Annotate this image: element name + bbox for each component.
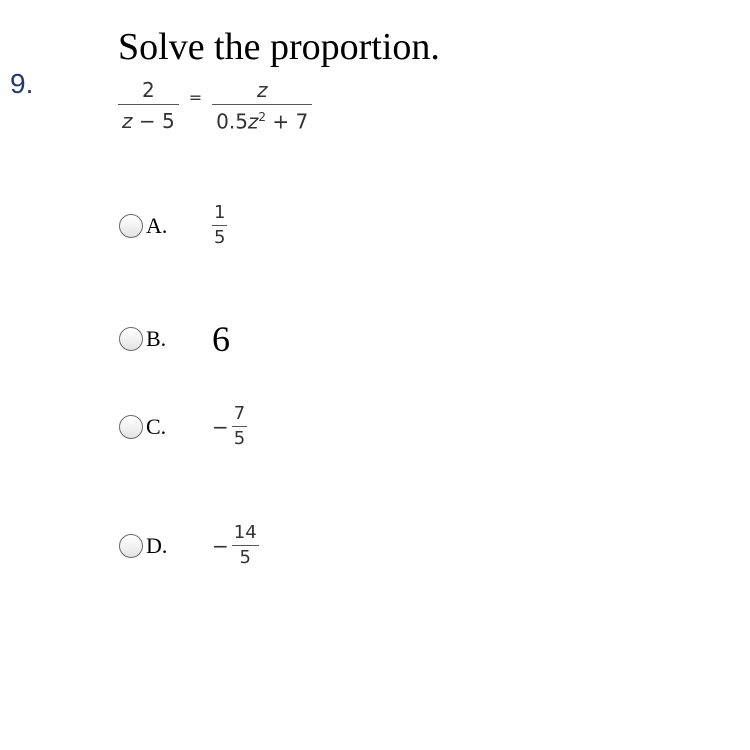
equals-sign: = (188, 88, 203, 108)
left-numerator: 2 (141, 78, 155, 103)
choice-c-radio[interactable] (119, 415, 143, 439)
minus-sign: − (212, 414, 229, 439)
answer-numerator: 7 (233, 403, 246, 424)
question-prompt: Solve the proportion. (118, 26, 440, 68)
choice-a-radio[interactable] (119, 214, 143, 238)
choice-letter: A. (146, 212, 168, 238)
choice-b-answer: 6 (212, 319, 230, 359)
choice-c[interactable] (119, 405, 247, 448)
choice-letter: C. (146, 413, 167, 439)
answer-denominator: 5 (214, 227, 226, 248)
choice-d-radio[interactable] (119, 534, 143, 558)
choice-b-radio[interactable] (119, 327, 143, 351)
choice-b[interactable] (119, 318, 230, 360)
answer-fraction (232, 524, 259, 567)
minus-sign: − (212, 533, 229, 558)
choice-a[interactable] (119, 204, 227, 247)
question-number: 9. (10, 68, 34, 99)
choice-letter: B. (146, 326, 167, 351)
proportion-equation (118, 80, 312, 132)
left-denominator: z − 5 (122, 109, 175, 134)
answer-denominator: 5 (233, 428, 246, 449)
choice-c-answer (212, 405, 247, 448)
answer-fraction (232, 405, 247, 448)
choice-d[interactable] (119, 524, 259, 567)
choice-d-answer (212, 524, 259, 567)
answer-denominator: 5 (239, 547, 251, 568)
answer-numerator: 1 (214, 202, 226, 223)
right-numerator: z (256, 78, 268, 102)
choice-letter: D. (146, 532, 168, 558)
left-fraction (118, 78, 179, 134)
right-fraction (212, 80, 312, 132)
right-denominator: $0.5z^2 + 7$ (216, 109, 309, 134)
answer-fraction (212, 204, 227, 247)
answer-numerator: 14 (233, 522, 257, 543)
choice-a-answer (212, 204, 227, 247)
